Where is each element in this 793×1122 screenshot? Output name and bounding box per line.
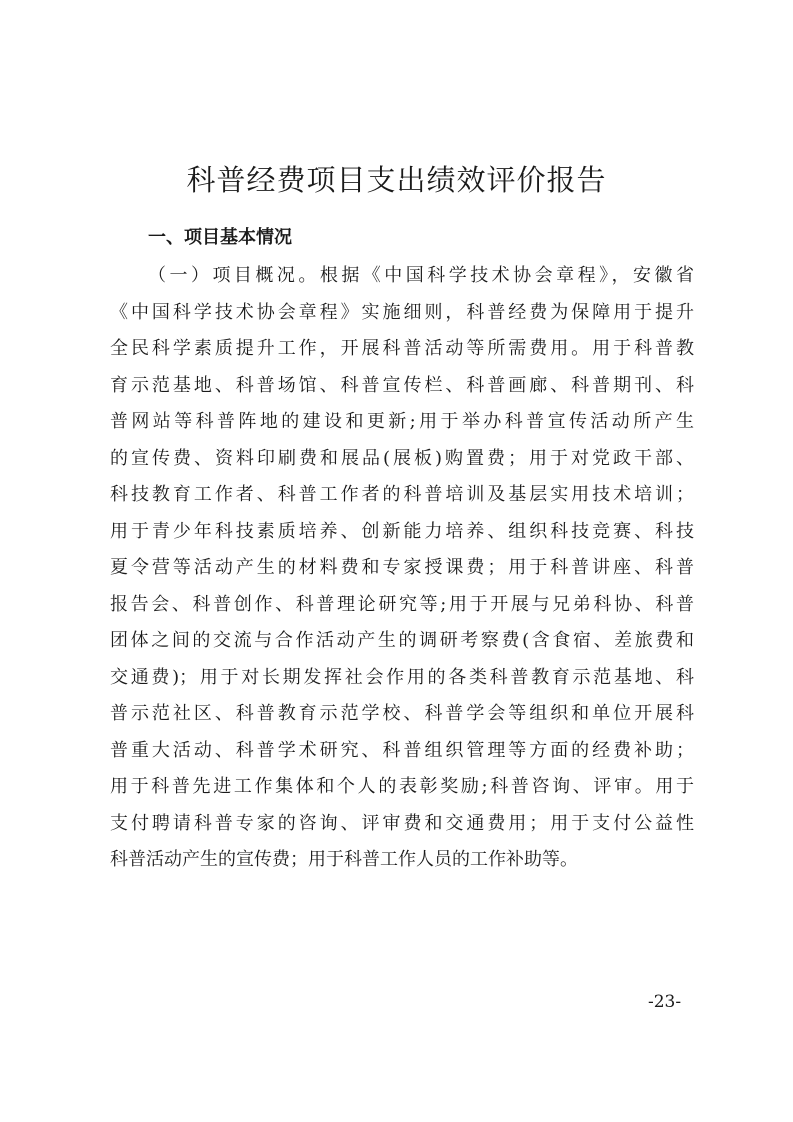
paragraph-line: 《中国科学技术协会章程》实施细则，科普经费为保障用于提升 [110,301,694,323]
section-heading: 一、项目基本情况 [148,227,292,248]
paragraph-line: 育示范基地、科普场馆、科普宣传栏、科普画廊、科普期刊、科 [110,374,694,396]
page-number: -23- [648,992,682,1012]
body-paragraph [110,258,694,879]
paragraph-line: 科技教育工作者、科普工作者的科普培训及基层实用技术培训； [110,484,694,505]
paragraph-line: 科普活动产生的宣传费；用于科普工作人员的工作补助等。 [110,849,578,870]
paragraph-line: 用于科普先进工作集体和个人的表彰奖励;科普咨询、评审。用于 [110,776,694,797]
paragraph-line: 团体之间的交流与合作活动产生的调研考察费(含食宿、差旅费和 [110,630,694,651]
paragraph-line: 普示范社区、科普教育示范学校、科普学会等组织和单位开展科 [110,703,694,724]
paragraph-line: 普重大活动、科普学术研究、科普组织管理等方面的经费补助； [110,739,694,761]
paragraph-line: 报告会、科普创作、科普理论研究等;用于开展与兄弟科协、科普 [110,593,694,615]
paragraph-line: （一）项目概况。根据《中国科学技术协会章程》，安徽省 [148,265,694,286]
paragraph-line: 全民科学素质提升工作，开展科普活动等所需费用。用于科普教 [110,338,694,359]
paragraph-line: 交通费)；用于对长期发挥社会作用的各类科普教育示范基地、科 [110,666,694,688]
paragraph-line: 用于青少年科技素质培养、创新能力培养、组织科技竞赛、科技 [110,520,694,542]
paragraph-line: 夏令营等活动产生的材料费和专家授课费；用于科普讲座、科普 [110,557,694,578]
paragraph-line: 的宣传费、资料印刷费和展品(展板)购置费；用于对党政干部、 [110,447,694,469]
paragraph-line: 普网站等科普阵地的建设和更新;用于举办科普宣传活动所产生 [110,411,694,432]
document-title: 科普经费项目支出绩效评价报告 [186,163,607,197]
paragraph-line: 支付聘请科普专家的咨询、评审费和交通费用；用于支付公益性 [110,812,694,834]
